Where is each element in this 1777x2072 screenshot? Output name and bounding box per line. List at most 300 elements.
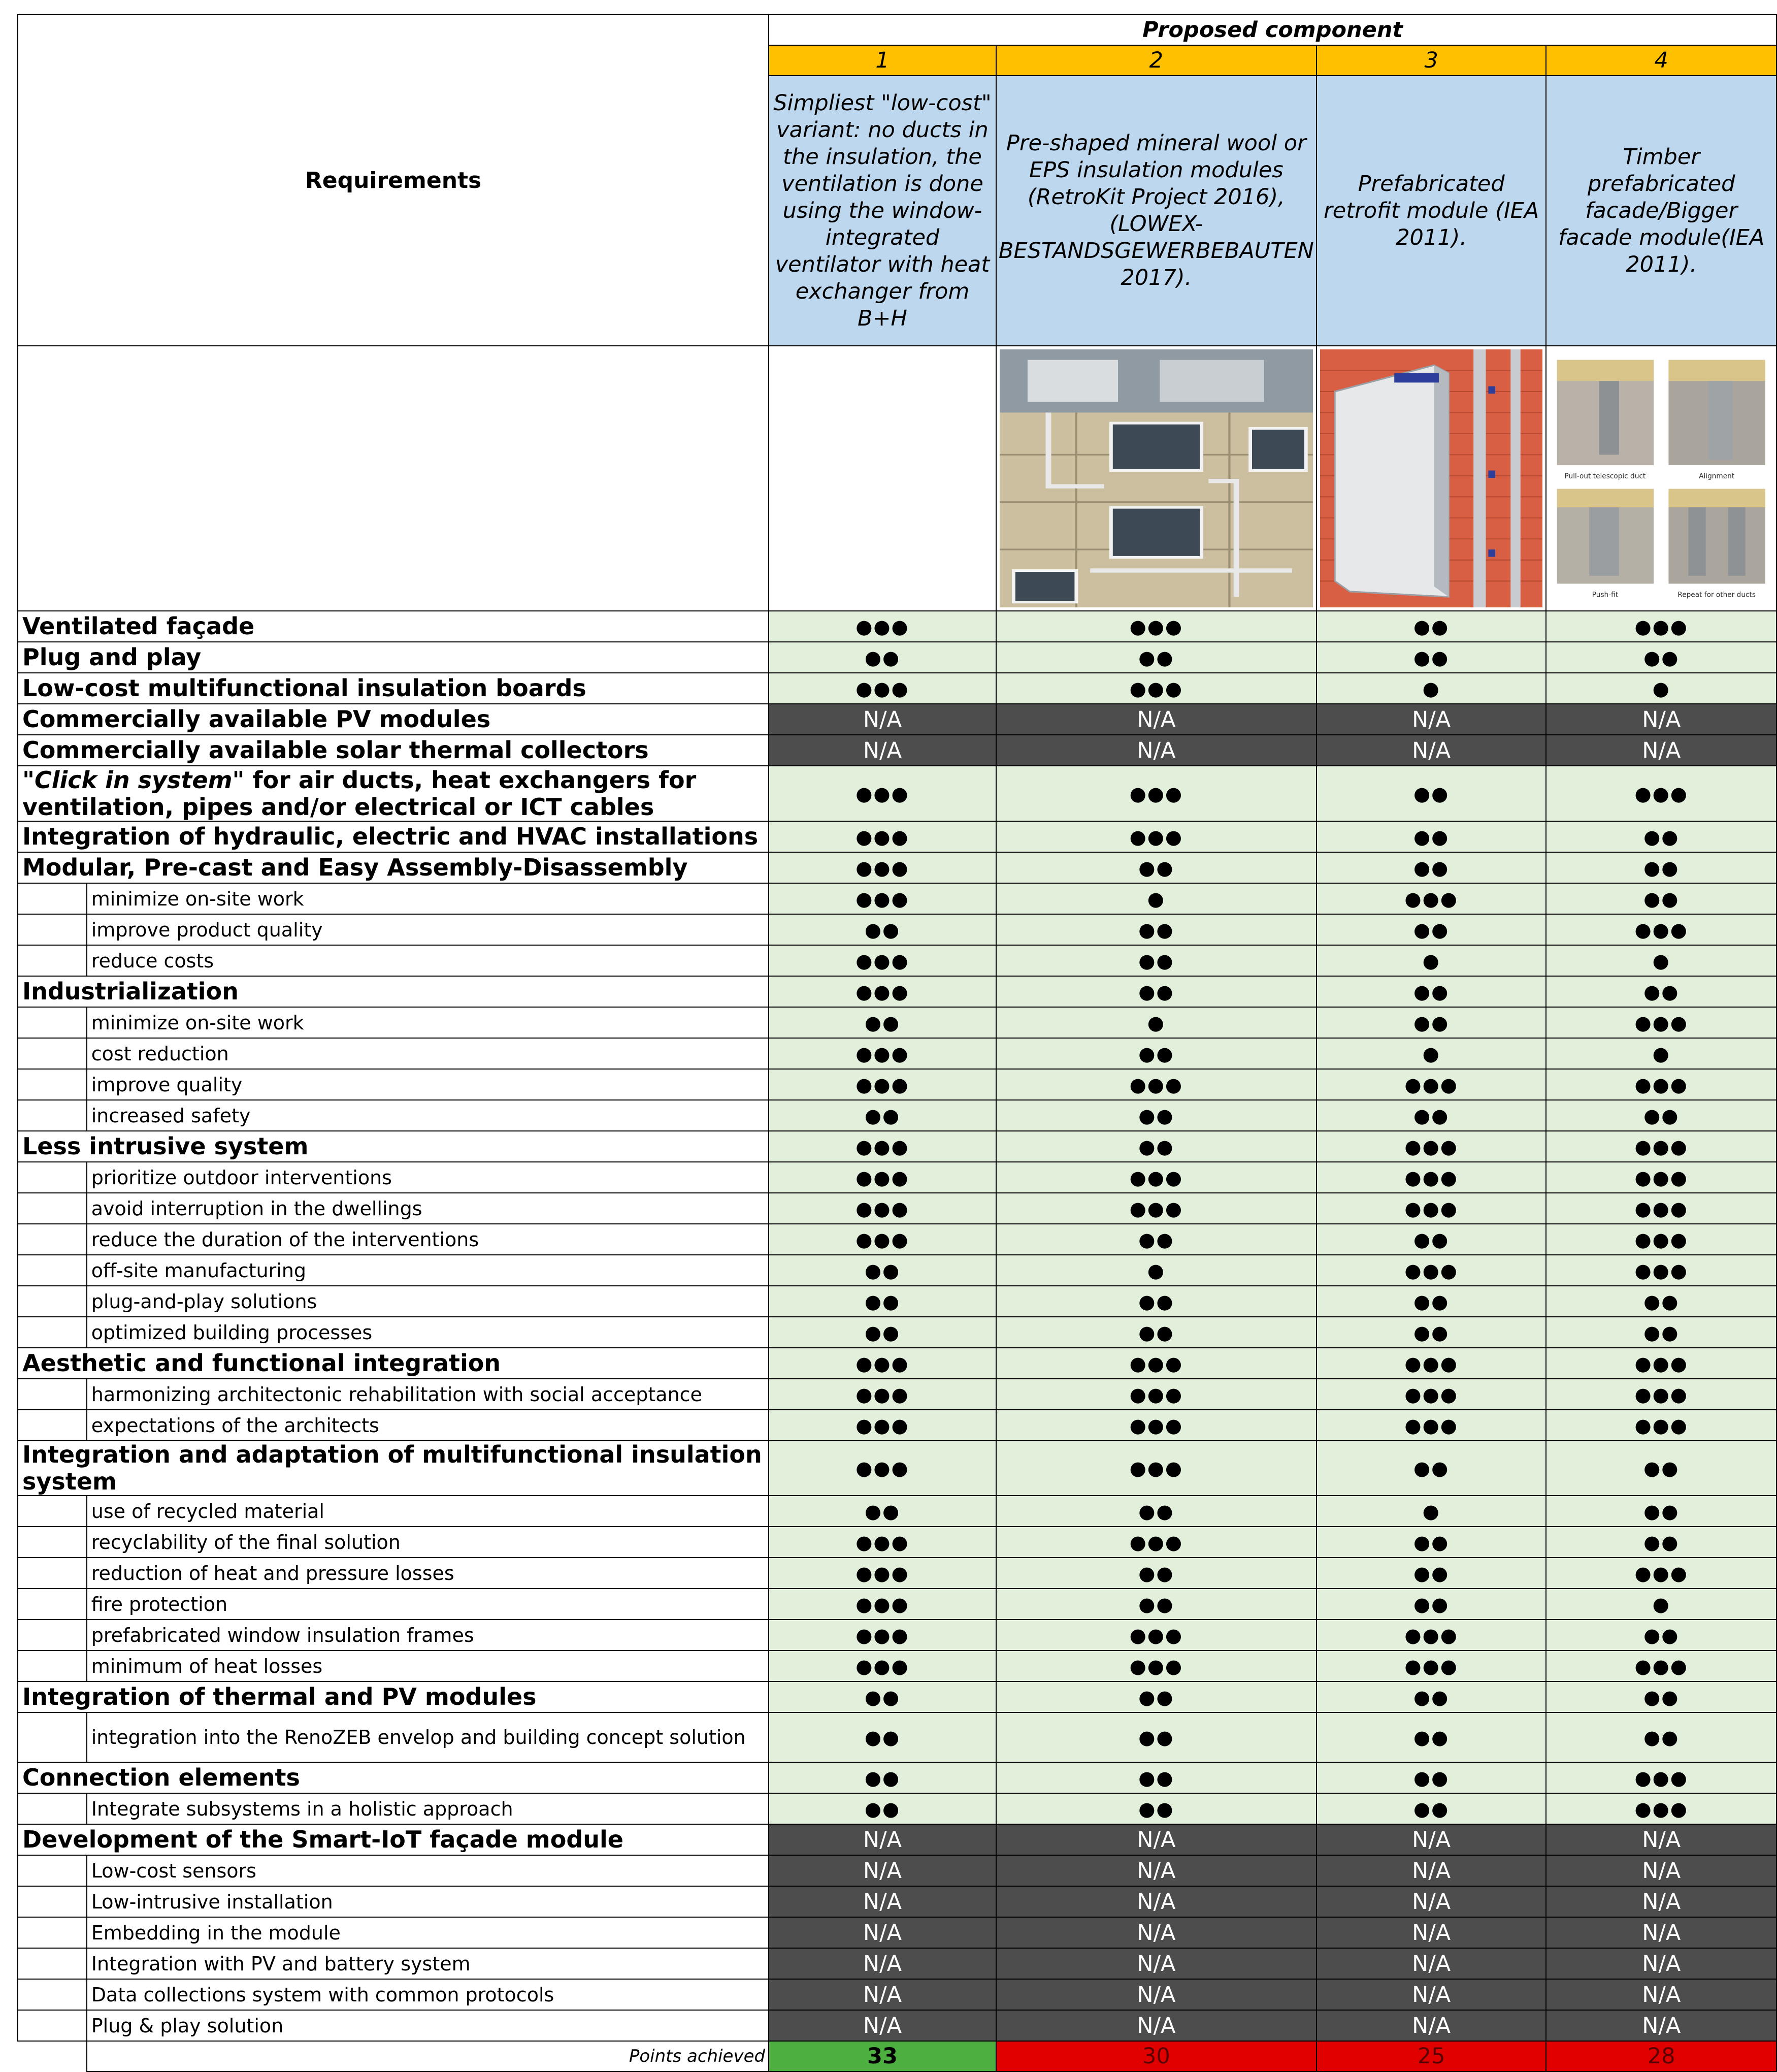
sub-requirement-label: off-site manufacturing <box>87 1255 769 1286</box>
na-cell-component-2: N/A <box>996 1855 1317 1886</box>
rating-cell-component-3: ●● <box>1317 1100 1546 1131</box>
rating-cell-component-4: ●●● <box>1546 1762 1776 1793</box>
sub-requirement-label: minimum of heat losses <box>87 1650 769 1681</box>
rating-cell-component-4: ●● <box>1546 1620 1776 1650</box>
rating-cell-component-1: ●●● <box>769 1650 996 1681</box>
indent-cell <box>18 1917 87 1948</box>
rating-cell-component-2: ●●● <box>996 611 1317 642</box>
na-cell-component-1: N/A <box>769 704 996 735</box>
rating-cell-component-4: ●● <box>1546 1496 1776 1527</box>
indent-cell <box>18 1069 87 1100</box>
rating-cell-component-1: ●●● <box>769 673 996 704</box>
sub-requirement-label: Integration with PV and battery system <box>87 1948 769 1979</box>
rating-cell-component-2: ●●● <box>996 1162 1317 1193</box>
indent-cell <box>18 1007 87 1038</box>
sub-requirement-label: increased safety <box>87 1100 769 1131</box>
rating-cell-component-4: ● <box>1546 673 1776 704</box>
rating-cell-component-1: ●● <box>769 1496 996 1527</box>
table-row <box>18 735 1776 766</box>
requirement-label-rest: for air ducts, heat exchangers for ventilation, pipes and/or electrical or ICT cables <box>22 766 697 821</box>
table-row <box>18 1793 1776 1824</box>
table-row <box>18 1712 1776 1762</box>
table-row <box>18 2010 1776 2041</box>
table-row <box>18 1379 1776 1410</box>
na-cell-component-4: N/A <box>1546 1917 1776 1948</box>
na-cell-component-1: N/A <box>769 1948 996 1979</box>
rating-cell-component-4: ●● <box>1546 976 1776 1007</box>
rating-cell-component-3: ●● <box>1317 611 1546 642</box>
sub-requirement-label: integration into the RenoZEB envelop and building concept solution <box>87 1712 769 1762</box>
table-row <box>18 1589 1776 1620</box>
sub-requirement-label: fire protection <box>87 1589 769 1620</box>
table-row <box>18 883 1776 914</box>
points-value-component-3: 25 <box>1317 2041 1546 2071</box>
indent-cell <box>18 1589 87 1620</box>
na-cell-component-3: N/A <box>1317 1855 1546 1886</box>
rating-cell-component-1: ●● <box>769 914 996 945</box>
rating-cell-component-1: ●● <box>769 1286 996 1317</box>
rating-cell-component-3: ●● <box>1317 1793 1546 1824</box>
rating-cell-component-3: ●● <box>1317 914 1546 945</box>
rating-cell-component-4: ●● <box>1546 1712 1776 1762</box>
component-number-1: 1 <box>769 45 996 76</box>
rating-cell-component-4: ●● <box>1546 883 1776 914</box>
na-cell-component-3: N/A <box>1317 1948 1546 1979</box>
table-row <box>18 673 1776 704</box>
rating-cell-component-4: ●● <box>1546 1100 1776 1131</box>
rating-cell-component-1: ●●● <box>769 1038 996 1069</box>
table-row <box>18 1317 1776 1348</box>
indent-cell <box>18 1886 87 1917</box>
component-description-1: Simpliest "low-cost" variant: no ducts in the insulation, the ventilation is done using the window-integrated ventilator with heat exchanger from B+H <box>769 76 996 346</box>
sub-requirement-label: Integrate subsystems in a holistic approach <box>87 1793 769 1824</box>
sub-requirement-label: Low-cost sensors <box>87 1855 769 1886</box>
rating-cell-component-2: ●● <box>996 1496 1317 1527</box>
rating-cell-component-4: ●●● <box>1546 1007 1776 1038</box>
table-row <box>18 1527 1776 1558</box>
rating-cell-component-2: ●● <box>996 1224 1317 1255</box>
sub-requirement-label: avoid interruption in the dwellings <box>87 1193 769 1224</box>
rating-cell-component-1: ●●● <box>769 1589 996 1620</box>
sub-requirement-label: expectations of the architects <box>87 1410 769 1441</box>
component-description-4: Timber prefabricated facade/Bigger facade module(IEA 2011). <box>1546 76 1776 346</box>
image-row-spacer <box>18 346 769 611</box>
rating-cell-component-4: ●● <box>1546 821 1776 852</box>
rating-cell-component-2: ●● <box>996 1286 1317 1317</box>
rating-cell-component-2: ●●● <box>996 766 1317 821</box>
table-row <box>18 642 1776 673</box>
indent-cell <box>18 883 87 914</box>
rating-cell-component-4: ● <box>1546 1038 1776 1069</box>
rating-cell-component-3: ●● <box>1317 1286 1546 1317</box>
rating-cell-component-3: ●● <box>1317 1527 1546 1558</box>
rating-cell-component-3: ● <box>1317 1038 1546 1069</box>
rating-cell-component-2: ●● <box>996 1762 1317 1793</box>
component-image-4 <box>1546 346 1776 611</box>
rating-cell-component-3: ●● <box>1317 1558 1546 1589</box>
requirement-label: Commercially available PV modules <box>18 704 769 735</box>
na-cell-component-2: N/A <box>996 704 1317 735</box>
rating-cell-component-4: ●●● <box>1546 1650 1776 1681</box>
sub-requirement-label: reduce costs <box>87 945 769 976</box>
proposed-component-header: Proposed component <box>769 15 1776 45</box>
rating-cell-component-2: ●●● <box>996 1379 1317 1410</box>
table-row <box>18 1650 1776 1681</box>
rating-cell-component-1: ●●● <box>769 1379 996 1410</box>
indent-cell <box>18 1317 87 1348</box>
rating-cell-component-3: ●● <box>1317 852 1546 883</box>
requirements-header: Requirements <box>18 15 769 346</box>
rating-cell-component-4: ●●● <box>1546 914 1776 945</box>
na-cell-component-3: N/A <box>1317 1824 1546 1855</box>
sub-requirement-label: Plug & play solution <box>87 2010 769 2041</box>
rating-cell-component-2: ●●● <box>996 673 1317 704</box>
rating-cell-component-1: ●●● <box>769 1224 996 1255</box>
na-cell-component-4: N/A <box>1546 1824 1776 1855</box>
rating-cell-component-2: ●● <box>996 852 1317 883</box>
rating-cell-component-1: ●●● <box>769 1620 996 1650</box>
table-row <box>18 1855 1776 1886</box>
rating-cell-component-3: ●●● <box>1317 1069 1546 1100</box>
table-row <box>18 1681 1776 1712</box>
na-cell-component-1: N/A <box>769 1917 996 1948</box>
na-cell-component-4: N/A <box>1546 735 1776 766</box>
caption-repeat-ducts: Repeat for other ducts <box>1677 590 1756 599</box>
rating-cell-component-3: ● <box>1317 1496 1546 1527</box>
rating-cell-component-1: ●● <box>769 1255 996 1286</box>
na-cell-component-4: N/A <box>1546 704 1776 735</box>
table-row <box>18 1348 1776 1379</box>
rating-cell-component-4: ●●● <box>1546 1410 1776 1441</box>
rating-cell-component-1: ●● <box>769 1793 996 1824</box>
sub-requirement-label: Embedding in the module <box>87 1917 769 1948</box>
retrofit-module-illustration <box>1320 349 1543 607</box>
rating-cell-component-2: ●● <box>996 914 1317 945</box>
component-image-1-empty <box>769 346 996 611</box>
rating-cell-component-4: ●● <box>1546 1286 1776 1317</box>
sub-requirement-label: prefabricated window insulation frames <box>87 1620 769 1650</box>
indent-cell <box>18 1650 87 1681</box>
rating-cell-component-1: ●●● <box>769 1348 996 1379</box>
table-row <box>18 1886 1776 1917</box>
rating-cell-component-2: ● <box>996 1255 1317 1286</box>
requirement-label: Ventilated façade <box>18 611 769 642</box>
rating-cell-component-3: ●● <box>1317 976 1546 1007</box>
indent-cell <box>18 1379 87 1410</box>
indent-cell <box>18 914 87 945</box>
requirement-label: Less intrusive system <box>18 1131 769 1162</box>
na-cell-component-1: N/A <box>769 1855 996 1886</box>
rating-cell-component-4: ●● <box>1546 1317 1776 1348</box>
rating-cell-component-2: ●●● <box>996 1348 1317 1379</box>
requirement-label: Integration of thermal and PV modules <box>18 1681 769 1712</box>
table-row <box>18 1162 1776 1193</box>
component-description-3: Prefabricated retrofit module (IEA 2011). <box>1317 76 1546 346</box>
rating-cell-component-4: ●●● <box>1546 766 1776 821</box>
requirement-label: Aesthetic and functional integration <box>18 1348 769 1379</box>
table-row <box>18 1255 1776 1286</box>
indent-cell <box>18 1286 87 1317</box>
table-row <box>18 1193 1776 1224</box>
rating-cell-component-1: ●●● <box>769 611 996 642</box>
indent-cell <box>18 1558 87 1589</box>
rating-cell-component-1: ●●● <box>769 1193 996 1224</box>
rating-cell-component-4: ●●● <box>1546 1131 1776 1162</box>
requirement-label: Development of the Smart-IoT façade module <box>18 1824 769 1855</box>
rating-cell-component-3: ●● <box>1317 1317 1546 1348</box>
rating-cell-component-4: ●●● <box>1546 1069 1776 1100</box>
rating-cell-component-4: ●●● <box>1546 1793 1776 1824</box>
rating-cell-component-2: ●● <box>996 1558 1317 1589</box>
rating-cell-component-2: ●●● <box>996 821 1317 852</box>
rating-cell-component-4: ●●● <box>1546 611 1776 642</box>
na-cell-component-2: N/A <box>996 1824 1317 1855</box>
rating-cell-component-4: ●●● <box>1546 1558 1776 1589</box>
component-number-4: 4 <box>1546 45 1776 76</box>
requirement-label: Integration and adaptation of multifunctional insulation system <box>18 1441 769 1496</box>
table-row <box>18 766 1776 821</box>
table-row <box>18 1917 1776 1948</box>
sub-requirement-label: Low-intrusive installation <box>87 1886 769 1917</box>
rating-cell-component-3: ●●● <box>1317 1379 1546 1410</box>
requirement-label: Modular, Pre-cast and Easy Assembly-Disassembly <box>18 852 769 883</box>
rating-cell-component-3: ● <box>1317 673 1546 704</box>
rating-cell-component-2: ●●● <box>996 1193 1317 1224</box>
indent-cell <box>18 945 87 976</box>
na-cell-component-2: N/A <box>996 2010 1317 2041</box>
indent-cell <box>18 1979 87 2010</box>
rating-cell-component-3: ●● <box>1317 642 1546 673</box>
rating-cell-component-3: ●● <box>1317 1681 1546 1712</box>
rating-cell-component-1: ●●● <box>769 1441 996 1496</box>
rating-cell-component-3: ●● <box>1317 1224 1546 1255</box>
rating-cell-component-4: ● <box>1546 1589 1776 1620</box>
rating-cell-component-3: ●●● <box>1317 1410 1546 1441</box>
table-row <box>18 976 1776 1007</box>
rating-cell-component-2: ●● <box>996 1100 1317 1131</box>
rating-cell-component-1: ●●● <box>769 883 996 914</box>
na-cell-component-1: N/A <box>769 1886 996 1917</box>
na-cell-component-3: N/A <box>1317 2010 1546 2041</box>
indent-cell <box>18 1255 87 1286</box>
table-row <box>18 1007 1776 1038</box>
rating-cell-component-1: ●●● <box>769 1558 996 1589</box>
rating-cell-component-1: ●●● <box>769 1069 996 1100</box>
building-facade-photo <box>1000 349 1313 607</box>
sub-requirement-label: optimized building processes <box>87 1317 769 1348</box>
rating-cell-component-3: ●● <box>1317 766 1546 821</box>
rating-cell-component-2: ●●● <box>996 1527 1317 1558</box>
table-row <box>18 1069 1776 1100</box>
na-cell-component-3: N/A <box>1317 735 1546 766</box>
table-row <box>18 1100 1776 1131</box>
rating-cell-component-2: ●● <box>996 642 1317 673</box>
rating-cell-component-1: ●● <box>769 1007 996 1038</box>
table-row <box>18 1224 1776 1255</box>
table-row <box>18 1410 1776 1441</box>
rating-cell-component-3: ●● <box>1317 1441 1546 1496</box>
rating-cell-component-2: ●● <box>996 1131 1317 1162</box>
rating-cell-component-4: ●● <box>1546 852 1776 883</box>
rating-cell-component-3: ●●● <box>1317 1620 1546 1650</box>
rating-cell-component-1: ●●● <box>769 1410 996 1441</box>
caption-pull-out-duct: Pull-out telescopic duct <box>1565 472 1646 481</box>
sub-requirement-label: use of recycled material <box>87 1496 769 1527</box>
rating-cell-component-4: ●● <box>1546 642 1776 673</box>
sub-requirement-label: improve quality <box>87 1069 769 1100</box>
indent-cell <box>18 1620 87 1650</box>
na-cell-component-4: N/A <box>1546 2010 1776 2041</box>
na-cell-component-3: N/A <box>1317 704 1546 735</box>
sub-requirement-label: improve product quality <box>87 914 769 945</box>
rating-cell-component-3: ●● <box>1317 1762 1546 1793</box>
requirement-label: Connection elements <box>18 1762 769 1793</box>
na-cell-component-2: N/A <box>996 735 1317 766</box>
requirement-label: Commercially available solar thermal collectors <box>18 735 769 766</box>
sub-requirement-label: prioritize outdoor interventions <box>87 1162 769 1193</box>
requirement-label: Plug and play <box>18 642 769 673</box>
sub-requirement-label: cost reduction <box>87 1038 769 1069</box>
rating-cell-component-2: ●● <box>996 1681 1317 1712</box>
rating-cell-component-2: ●● <box>996 1589 1317 1620</box>
rating-cell-component-2: ●●● <box>996 1410 1317 1441</box>
na-cell-component-3: N/A <box>1317 1979 1546 2010</box>
rating-cell-component-1: ●● <box>769 642 996 673</box>
rating-cell-component-2: ● <box>996 1007 1317 1038</box>
table-row <box>18 704 1776 735</box>
rating-cell-component-1: ●●● <box>769 766 996 821</box>
rating-cell-component-3: ●●● <box>1317 1255 1546 1286</box>
rating-cell-component-3: ●●● <box>1317 1348 1546 1379</box>
rating-cell-component-2: ●●● <box>996 1650 1317 1681</box>
rating-cell-component-2: ●● <box>996 945 1317 976</box>
na-cell-component-4: N/A <box>1546 1979 1776 2010</box>
indent-cell <box>18 1038 87 1069</box>
rating-cell-component-2: ●●● <box>996 1620 1317 1650</box>
rating-cell-component-4: ●●● <box>1546 1193 1776 1224</box>
component-description-2: Pre-shaped mineral wool or EPS insulation modules (RetroKit Project 2016), (LOWEX-BESTANDSGEWERBEBAUTEN 2017). <box>996 76 1317 346</box>
indent-cell <box>18 1100 87 1131</box>
rating-cell-component-2: ●●● <box>996 1069 1317 1100</box>
sub-requirement-label: minimize on-site work <box>87 883 769 914</box>
rating-cell-component-1: ●● <box>769 1317 996 1348</box>
table-row <box>18 1762 1776 1793</box>
indent-cell <box>18 1948 87 1979</box>
indent-cell <box>18 1527 87 1558</box>
rating-cell-component-1: ●● <box>769 1762 996 1793</box>
table-row <box>18 1131 1776 1162</box>
rating-cell-component-1: ●● <box>769 1681 996 1712</box>
sub-requirement-label: plug-and-play solutions <box>87 1286 769 1317</box>
sub-requirement-label: minimize on-site work <box>87 1007 769 1038</box>
rating-cell-component-2: ●● <box>996 1317 1317 1348</box>
rating-cell-component-3: ●●● <box>1317 1193 1546 1224</box>
requirement-label: Low-cost multifunctional insulation boards <box>18 673 769 704</box>
rating-cell-component-1: ●●● <box>769 1131 996 1162</box>
rating-cell-component-1: ●●● <box>769 1162 996 1193</box>
indent-cell <box>18 1855 87 1886</box>
rating-cell-component-4: ●●● <box>1546 1162 1776 1193</box>
component-image-3 <box>1317 346 1546 611</box>
indent-cell <box>18 1496 87 1527</box>
na-cell-component-1: N/A <box>769 1824 996 1855</box>
requirement-label: Industrialization <box>18 976 769 1007</box>
indent-cell <box>18 1193 87 1224</box>
rating-cell-component-2: ●● <box>996 1038 1317 1069</box>
rating-cell-component-2: ●● <box>996 976 1317 1007</box>
rating-cell-component-2: ●● <box>996 1712 1317 1762</box>
rating-cell-component-3: ●●● <box>1317 1650 1546 1681</box>
indent-cell <box>18 1224 87 1255</box>
rating-cell-component-4: ●●● <box>1546 1348 1776 1379</box>
rating-cell-component-4: ●●● <box>1546 1379 1776 1410</box>
rating-cell-component-3: ●● <box>1317 1712 1546 1762</box>
rating-cell-component-1: ●● <box>769 1712 996 1762</box>
rating-cell-component-1: ●● <box>769 1100 996 1131</box>
rating-cell-component-4: ●● <box>1546 1681 1776 1712</box>
rating-cell-component-2: ●●● <box>996 1441 1317 1496</box>
caption-push-fit: Push-fit <box>1592 590 1619 599</box>
table-row <box>18 1558 1776 1589</box>
rating-cell-component-1: ●●● <box>769 821 996 852</box>
na-cell-component-4: N/A <box>1546 1948 1776 1979</box>
table-row <box>18 1620 1776 1650</box>
rating-cell-component-4: ● <box>1546 945 1776 976</box>
na-cell-component-2: N/A <box>996 1979 1317 2010</box>
sub-requirement-label: reduction of heat and pressure losses <box>87 1558 769 1589</box>
na-cell-component-4: N/A <box>1546 1855 1776 1886</box>
table-row <box>18 821 1776 852</box>
na-cell-component-2: N/A <box>996 1886 1317 1917</box>
sub-requirement-label: harmonizing architectonic rehabilitation with social acceptance <box>87 1379 769 1410</box>
rating-cell-component-1: ●●● <box>769 976 996 1007</box>
na-cell-component-1: N/A <box>769 2010 996 2041</box>
indent-cell <box>18 1162 87 1193</box>
requirement-label-italic: "Click in system" <box>22 766 245 794</box>
table-row <box>18 1496 1776 1527</box>
indent-cell <box>18 2010 87 2041</box>
component-number-3: 3 <box>1317 45 1546 76</box>
rating-cell-component-4: ●●● <box>1546 1255 1776 1286</box>
rating-cell-component-3: ●●● <box>1317 883 1546 914</box>
rating-cell-component-3: ●●● <box>1317 1162 1546 1193</box>
table-row <box>18 852 1776 883</box>
requirement-label: Integration of hydraulic, electric and HVAC installations <box>18 821 769 852</box>
component-number-2: 2 <box>996 45 1317 76</box>
rating-cell-component-3: ●● <box>1317 1589 1546 1620</box>
rating-cell-component-4: ●●● <box>1546 1224 1776 1255</box>
rating-cell-component-1: ●●● <box>769 1527 996 1558</box>
sub-requirement-label: recyclability of the final solution <box>87 1527 769 1558</box>
table-row <box>18 1038 1776 1069</box>
points-achieved-label: Points achieved <box>87 2041 769 2071</box>
rating-cell-component-3: ● <box>1317 945 1546 976</box>
indent-cell <box>18 1410 87 1441</box>
points-value-component-1: 33 <box>769 2041 996 2071</box>
indent-cell <box>18 1712 87 1762</box>
component-image-2 <box>996 346 1317 611</box>
duct-assembly-photos <box>1550 349 1773 607</box>
rating-cell-component-3: ●● <box>1317 821 1546 852</box>
rating-cell-component-1: ●●● <box>769 945 996 976</box>
rating-cell-component-2: ● <box>996 883 1317 914</box>
sub-requirement-label: Data collections system with common protocols <box>87 1979 769 2010</box>
table-row <box>18 1286 1776 1317</box>
table-row <box>18 611 1776 642</box>
rating-cell-component-3: ●● <box>1317 1007 1546 1038</box>
na-cell-component-1: N/A <box>769 1979 996 2010</box>
table-row <box>18 945 1776 976</box>
